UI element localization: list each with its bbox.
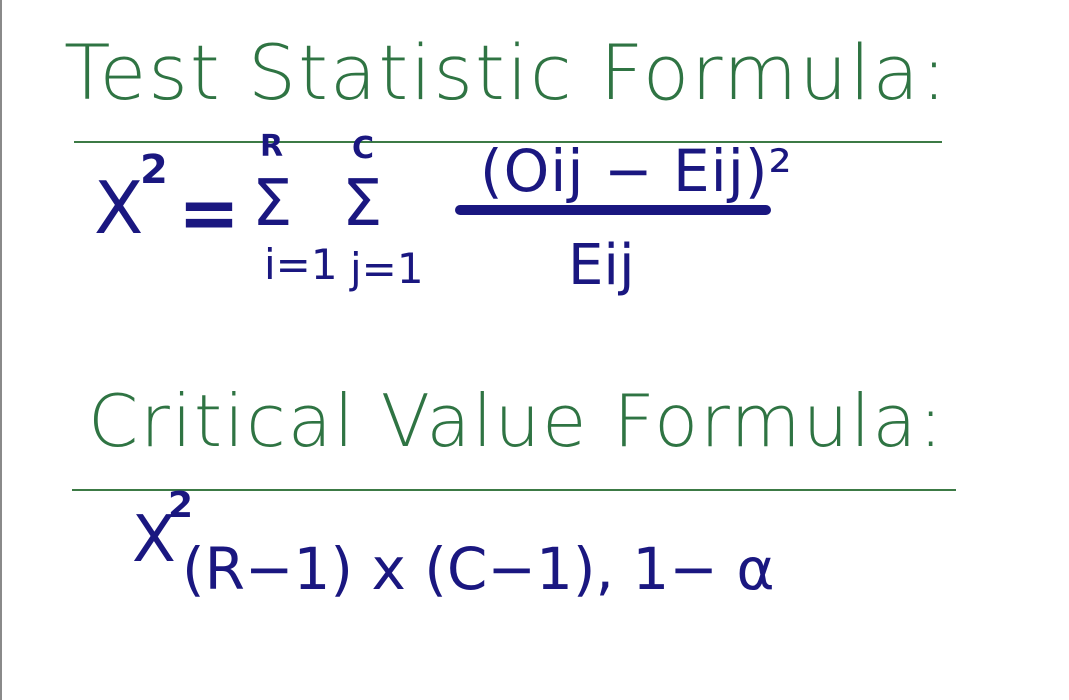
equals-sign: = (178, 170, 241, 256)
inner-sum-lower-limit: j=1 (350, 244, 424, 293)
critical-value-heading: Critical Value Formula: (88, 379, 945, 463)
chi-symbol: X (94, 166, 144, 250)
critical-chi-exponent: 2 (168, 485, 194, 526)
fraction-denominator: Eij (568, 233, 635, 298)
fraction-numerator: (Oij − Eij)² (480, 137, 793, 205)
outer-summation-symbol: Σ (252, 167, 293, 241)
inner-summation-symbol: Σ (342, 167, 383, 241)
inner-sum-upper-limit: C (352, 131, 375, 166)
fraction-bar (455, 205, 771, 215)
critical-value-subscript: (R−1) x (C−1), 1− α (182, 535, 775, 603)
test-statistic-heading: Test Statistic Formula: (64, 28, 949, 117)
heading-underline (72, 489, 956, 491)
critical-chi-symbol: X (132, 503, 176, 577)
outer-sum-upper-limit: R (260, 129, 284, 164)
chi-exponent: 2 (140, 147, 168, 193)
outer-sum-lower-limit: i=1 (264, 240, 338, 289)
